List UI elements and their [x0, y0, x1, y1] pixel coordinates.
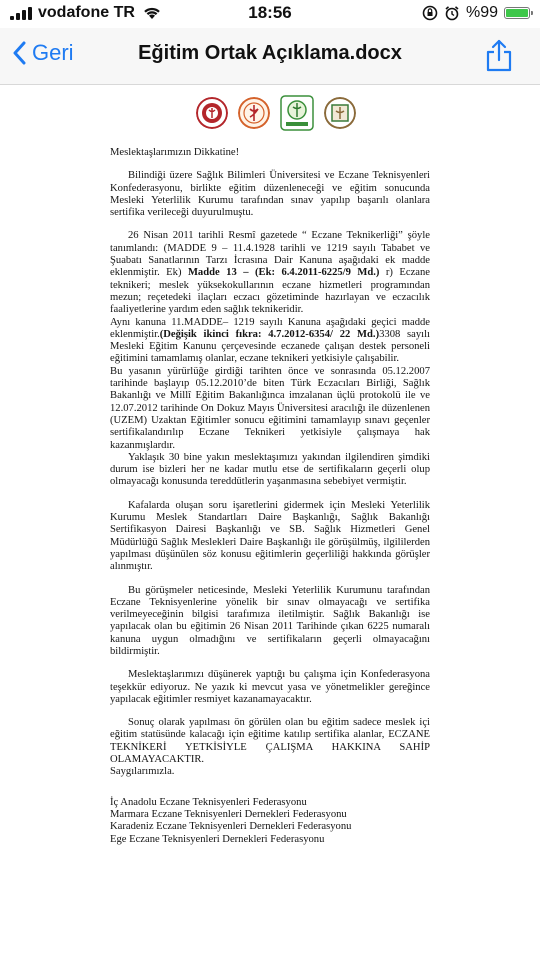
document-body	[110, 147, 430, 846]
paragraph-7: Bu görüşmeler neticesinde, Mesleki Yeterlilik Kurumunu tarafından Eczane Teknisyenlerine yönelik bir sınav olmayacağı ve sertifika verilmeyeceğinin bilgisi tarafımıza iletilmiştir. Sağlık Bakanlığı ise yapılacak olan bu eğitimin 26 Nisan 2011 Tarihinde çıkan 6225 numaralı kanuna uygun olmadığını ve sertifikaların geçerli olmayacağını bildirmiştir.	[110, 584, 430, 657]
document-title: Eğitim Ortak Açıklama.docx	[138, 42, 402, 64]
carrier-label: vodafone TR	[38, 4, 135, 21]
status-right	[422, 4, 530, 22]
greeting: Meslektaşlarımızın Dikkatine!	[110, 147, 240, 158]
paragraph-2-bold: Madde 13 – (Ek: 6.4.2011-6225/9 Md.)	[187, 267, 380, 279]
alarm-icon	[444, 5, 460, 21]
paragraph-6: Kafalarda oluşan soru işaretlerini gidermek için Mesleki Yeterlilik Kurumu Meslek Standartları Daire Başkanlığı, Sağlık Bakanlığı Sertifikasyon Dairesi Başkanlığı ve SB. Sağlık Hizmetleri Genel Müdürlüğü Sağlık Meslekleri Daire Başkanlığı ile görüşülmüş, ilgililerden yapılması düşünülen söz konusu eğitimlerin geçerliliği hakkında görüşler alınmıştır.	[110, 499, 430, 573]
status-bar	[0, 0, 540, 28]
signature-3: Karadeniz Eczane Teknisyenleri Dernekleri Federasyonu	[110, 821, 352, 833]
paragraph-5: Yaklaşık 30 bine yakın meslektaşımızı yakından ilgilendiren şimdiki durum ise bizleri her ne kadar mutlu etse de sertifikaların geçerli olup olmayacağı konusunda tereddütlerin yaşanmasına sebebiyet vermiştir.	[110, 451, 430, 488]
federation-logo-1	[196, 97, 228, 129]
battery-icon	[504, 7, 530, 19]
paragraph-9: Sonuç olarak yapılması ön görülen olan bu eğitim sadece meslek içi eğitim statüsünde kalacağı için eğitime katılıp sertifika alanlar, ECZANE TEKNİKERİ YETKİSİYLE ÇALIŞMA HAKKINA SAHİP OLAMAYACAKTIR.	[110, 717, 430, 766]
paragraph-2-text-a: 26 Nisan 2011 tarihli Resmî gazetede “ Eczane Teknikerliği” şöyle tanımlandı: (MADDE 9 – 11.4.1928 tarihli ve 1219 sayılı Tababet ve Şuabatı Sanatlarının Tarzı İcrasına Dair Kanuna aşağıdaki ek madde eklenmiştir. Ek)	[110, 230, 430, 279]
paragraph-8: Meslektaşlarımızı düşünerek yaptığı bu çalışma için Konfederasyona teşekkür ediyoruz. Ne yazık ki mevcut yasa ve yönetmelikler gereğince yapılacak eğitimler resmiyet kazanamayacaktır.	[110, 669, 430, 705]
paragraph-3-bold: (Değişik ikinci fıkra: 4.7.2012-6354/ 22 Md.)	[159, 328, 380, 340]
paragraph-2	[110, 230, 430, 316]
share-icon	[484, 38, 514, 72]
paragraph-4: Bu yasanın yürürlüğe girdiği tarihten önce ve sonrasında 05.12.2007 tarihinde başlayıp 05.12.2010’de biten Türk Eczacıları Birliği, Sağlık Bakanlığı ve Millî Eğitim Bakanlığınca imzalanan üçlü protokolü ile ve 12.07.2012 tarihinde On Dokuz Mayıs Üniversitesi aracılığı ile düzenlenen (UZEM) Uzaktan Eğitimler sonucu eğitimini tamamlayıp sınavı geçenler sertifikalandırılıp Eczane Teknikeri yetkisiyle çalışmaya hak kazanmışlardır.	[110, 365, 430, 451]
paragraph-3-text-c: 3308 sayılı Mesleki Eğitim Kanunu çerçevesinde eczanede çalışan destek personeli eğitimini tamamlamış olanlar, eczane teknikeri yetkisiyle çalışabilir.	[110, 328, 430, 365]
share-button[interactable]	[484, 38, 514, 77]
closing: Saygılarımızla.	[110, 766, 175, 778]
status-time: 18:56	[248, 3, 292, 22]
federation-logo-4	[324, 97, 356, 129]
federation-logo-2	[238, 97, 270, 129]
paragraph-3	[110, 317, 430, 366]
federation-logo-3	[280, 95, 314, 131]
paragraph-3-text-a: Aynı kanuna 11.MADDE– 1219 sayılı Kanuna aşağıdaki geçici madde eklenmiştir.	[110, 316, 430, 340]
paragraph-2-text-c: r) Eczane teknikeri; meslek yüksekokullarının eczane hizmetleri programından mezun; reçetedeki ilaçları eczacı gözetiminde hazırlayan ve eczacılık faaliyetlerine yardım eden sağlık teknikeridir.	[110, 267, 430, 316]
paragraph-1: Bilindiği üzere Sağlık Bilimleri Üniversitesi ve Eczane Teknisyenleri Konfederasyonu, birlikte eğitim düzenleneceği ve eğitim sonucunda Mesleki Yeterlilik Kurumu tarafından sınav yapılıp başarılı olanlara sertifika verileceği duyurulmuştu.	[110, 170, 430, 219]
document-view[interactable]	[0, 85, 540, 960]
battery-percent: %99	[465, 4, 498, 21]
signature-2: Marmara Eczane Teknisyenleri Dernekleri Federasyonu	[110, 808, 347, 820]
signature-1: İç Anadolu Eczane Teknisyenleri Federasyonu	[110, 796, 307, 808]
navigation-bar	[0, 28, 540, 85]
back-label: Geri	[32, 40, 74, 65]
rotation-lock-icon	[422, 5, 438, 21]
signature-4: Ege Eczane Teknisyenleri Dernekleri Federasyonu	[110, 833, 325, 845]
logo-row	[196, 95, 356, 131]
